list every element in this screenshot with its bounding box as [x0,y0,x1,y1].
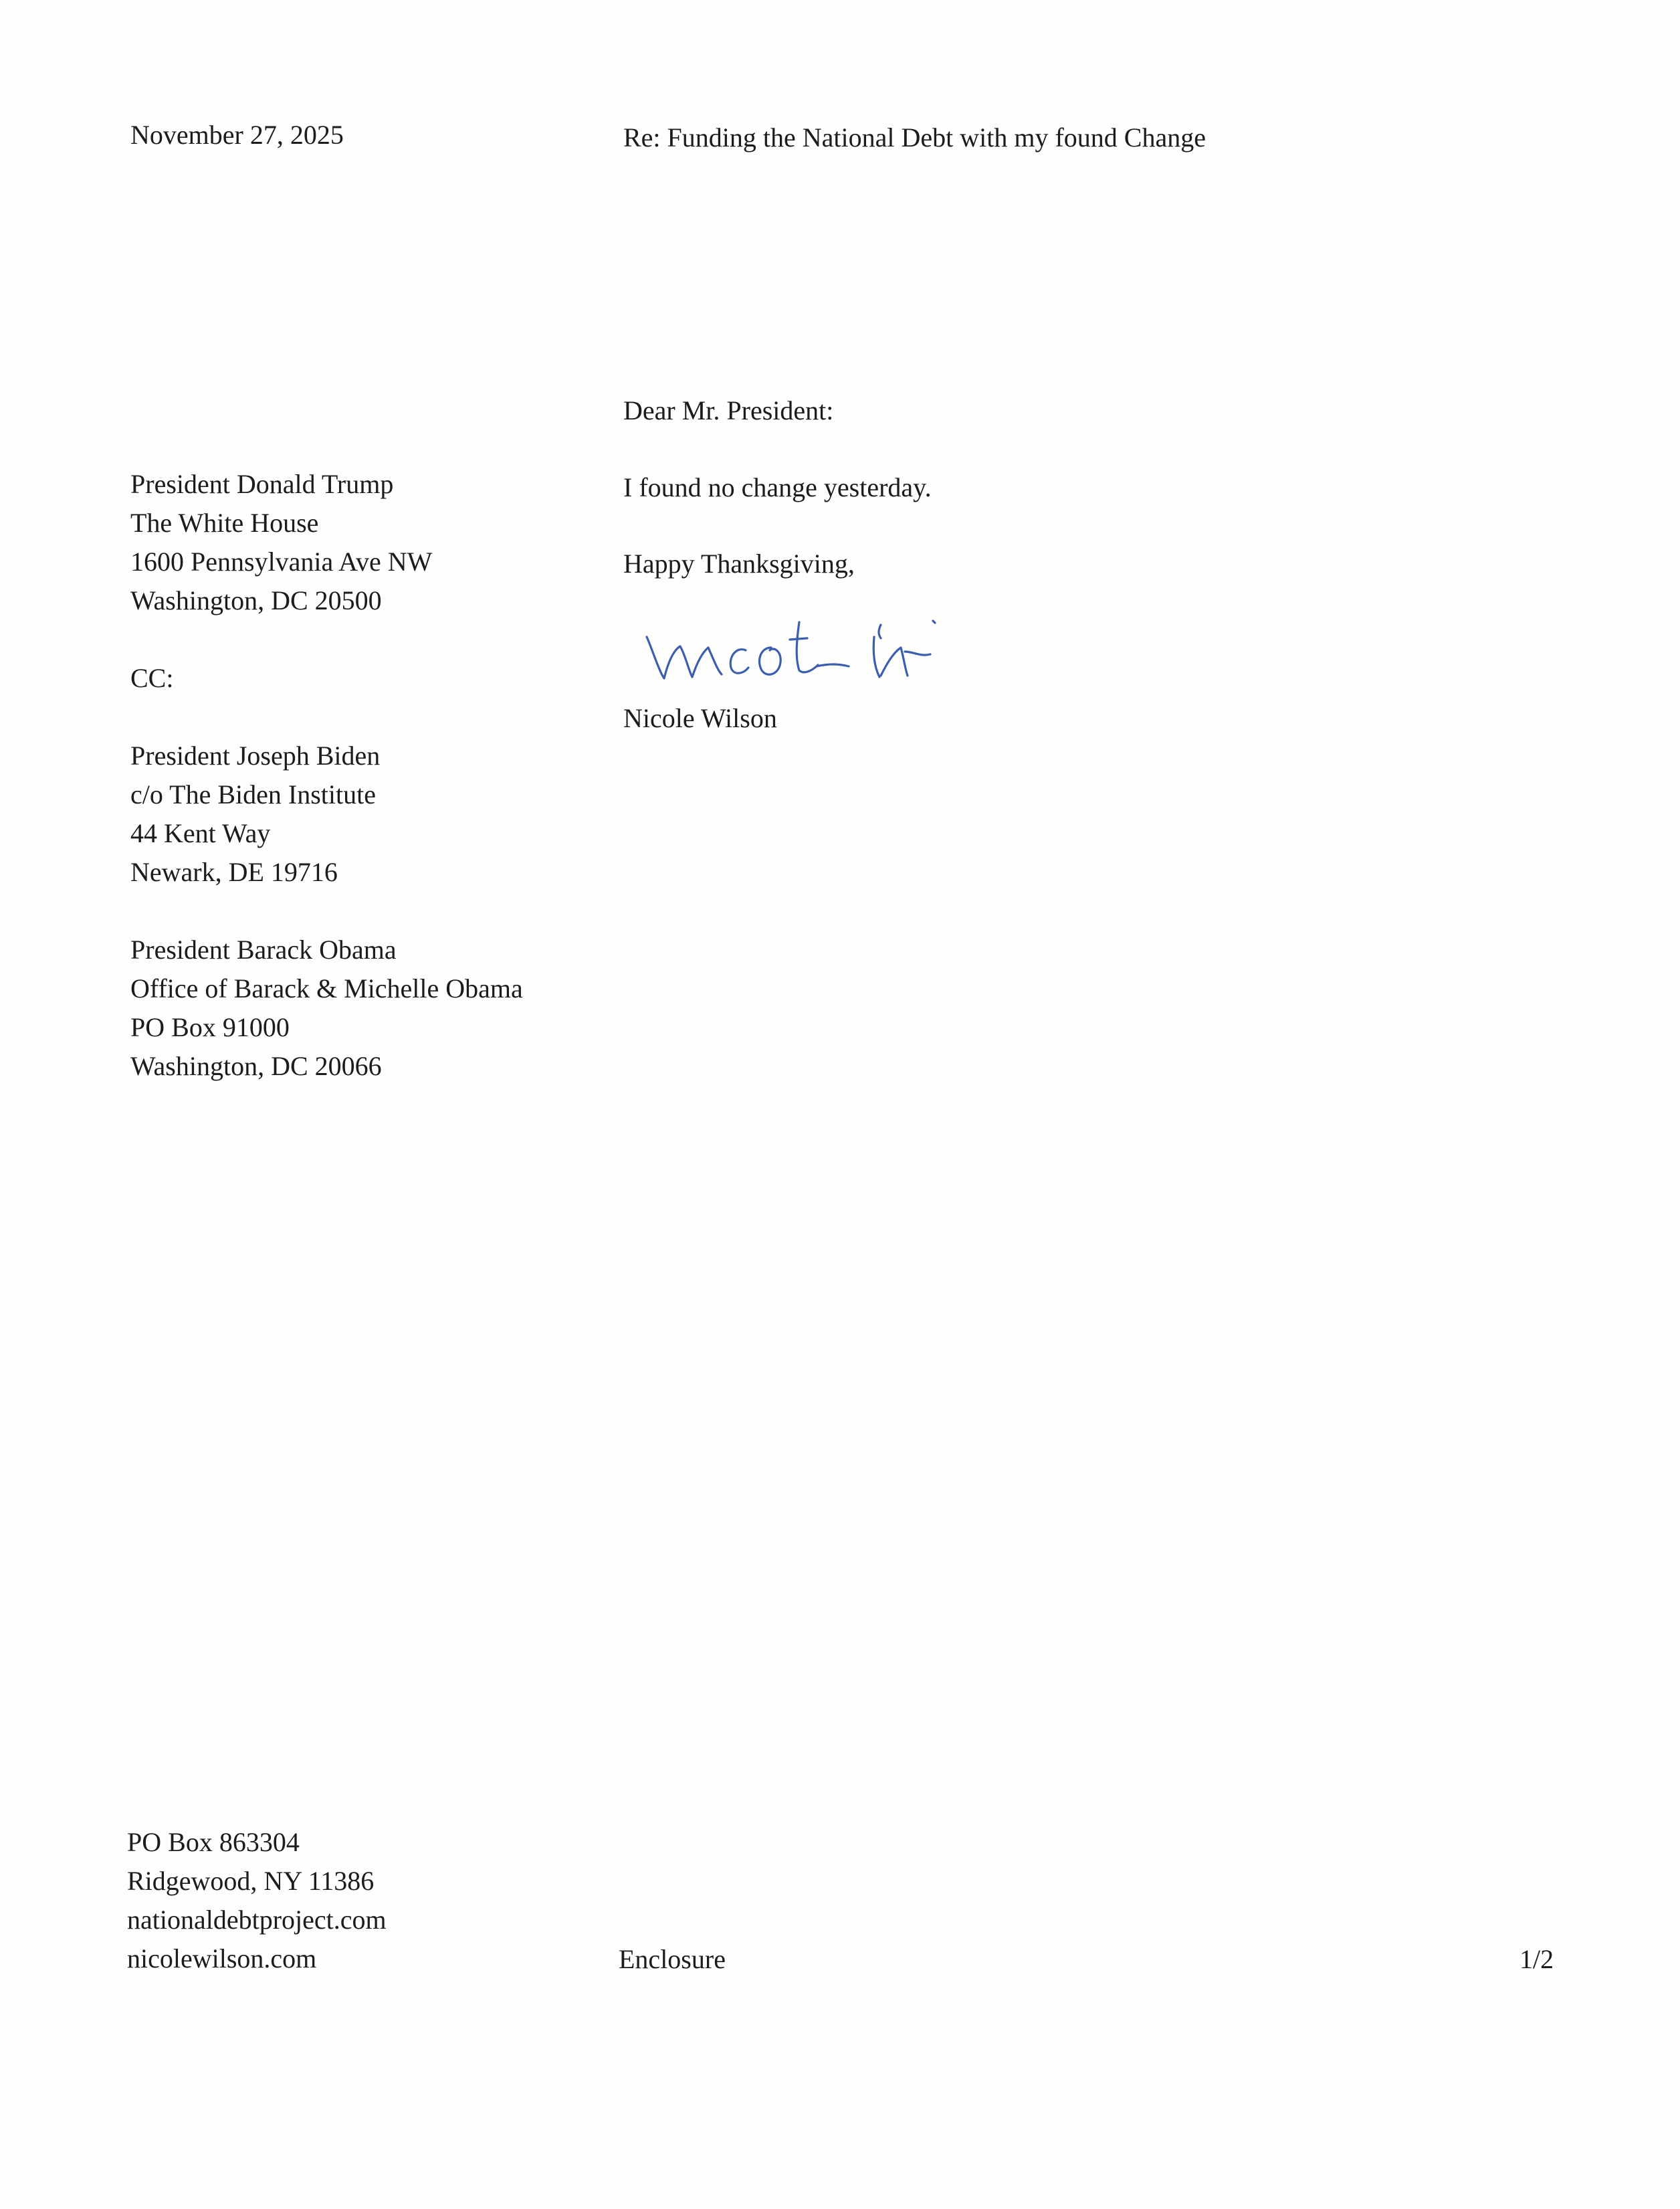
cc-street: PO Box 91000 [130,1012,290,1042]
cc-city: Washington, DC 20066 [130,1051,382,1081]
recipient-address [130,465,523,620]
sender-address [127,1823,387,1978]
sender-website-link[interactable]: nationaldebtproject.com [127,1905,387,1935]
recipient-name: President Donald Trump [130,469,394,499]
cc-name: President Joseph Biden [130,741,381,771]
recipient-org: The White House [130,508,319,538]
enclosure-note: Enclosure [619,1944,726,1974]
cc-name: President Barack Obama [130,935,397,965]
signer-name: Nicole Wilson [623,703,777,733]
recipient-city: Washington, DC 20500 [130,585,382,615]
recipient-street: 1600 Pennsylvania Ave NW [130,547,433,577]
letter-subject: Re: Funding the National Debt with my found Change [623,122,1206,153]
letter-greeting: Dear Mr. President: [623,395,834,425]
cc-city: Newark, DE 19716 [130,857,338,887]
cc-address-obama [130,931,523,1086]
cc-org: Office of Barack & Michelle Obama [130,973,523,1003]
handwritten-signature [639,609,953,696]
letter-closing: Happy Thanksgiving, [623,549,855,579]
sender-website-link[interactable]: nicolewilson.com [127,1943,317,1974]
cc-org: c/o The Biden Institute [130,779,376,809]
address-column [130,465,523,1086]
cc-label: CC: [130,663,174,693]
sender-po-box: PO Box 863304 [127,1827,300,1857]
cc-address-biden [130,737,523,892]
letter-date: November 27, 2025 [130,120,344,150]
sender-city: Ridgewood, NY 11386 [127,1866,375,1896]
page-number: 1/2 [1519,1944,1554,1974]
letter-body: I found no change yesterday. [623,472,932,502]
cc-street: 44 Kent Way [130,818,271,848]
